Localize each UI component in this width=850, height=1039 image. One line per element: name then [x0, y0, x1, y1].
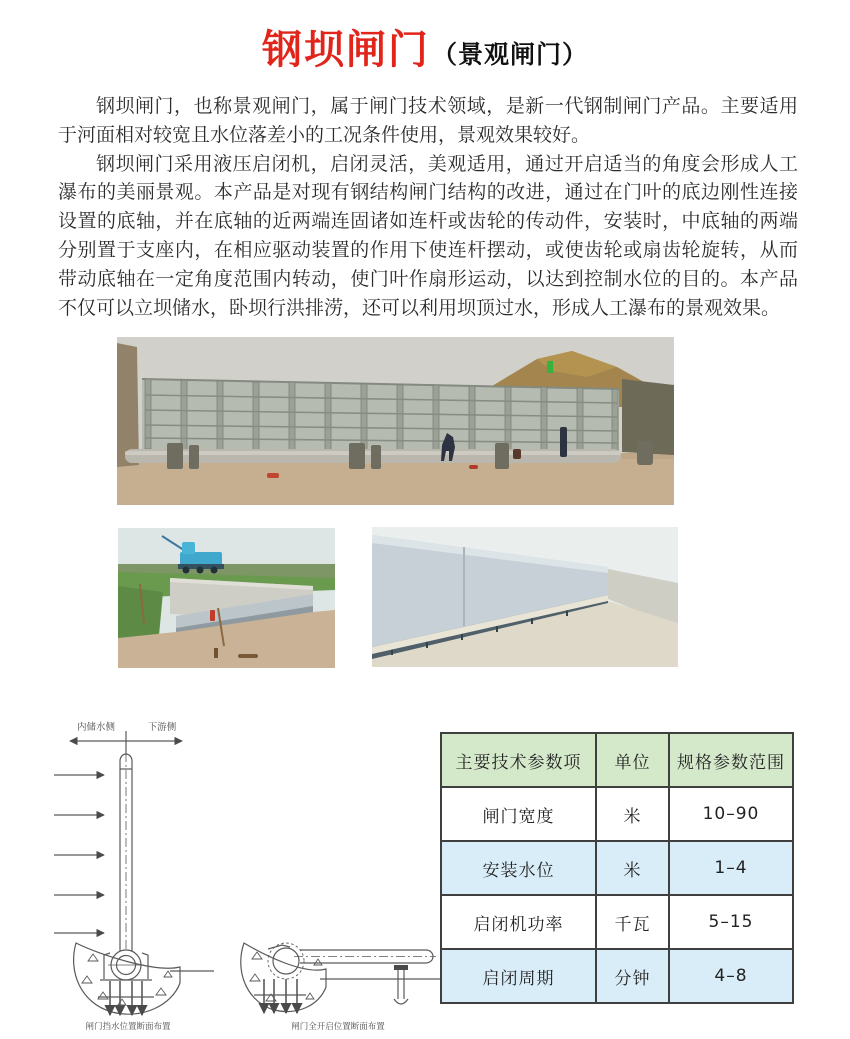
spec-cell-parameter: 安装水位 [441, 841, 596, 895]
table-row [441, 841, 793, 895]
spec-header-parameter: 主要技术参数项 [441, 733, 596, 787]
spec-cell-parameter: 启闭机功率 [441, 895, 596, 949]
gate-section-diagram [38, 703, 446, 1035]
spec-cell-range: 1–4 [669, 841, 793, 895]
table-row [441, 787, 793, 841]
diagram-caption-open: 闸门全开启位置断面布置 [291, 1022, 385, 1032]
page-title [0, 18, 850, 75]
paragraph-overview: 钢坝闸门，也称景观闸门，属于闸门技术领域，是新一代钢制闸门产品。主要适用于河面相对较宽且水位落差小的工况条件使用，景观效果较好。 [58, 95, 798, 146]
page-title-main: 钢坝闸门 [261, 27, 430, 73]
spec-cell-parameter: 闸门宽度 [441, 787, 596, 841]
photo-gate-fabrication [117, 337, 674, 505]
table-row [441, 949, 793, 1003]
table-row [441, 895, 793, 949]
spec-cell-unit: 米 [596, 841, 669, 895]
spec-cell-range: 10–90 [669, 787, 793, 841]
intro-text-block [58, 92, 798, 322]
spec-cell-range: 5–15 [669, 895, 793, 949]
spec-header-unit: 单位 [596, 733, 669, 787]
photo-gate-installation [118, 528, 335, 668]
diagram-caption-closed: 闸门挡水位置断面布置 [85, 1022, 171, 1032]
photo-gate-installed [372, 527, 678, 667]
spec-table [440, 732, 794, 1004]
spec-cell-range: 4–8 [669, 949, 793, 1003]
spec-header-range: 规格参数范围 [669, 733, 793, 787]
spec-cell-unit: 米 [596, 787, 669, 841]
paragraph-mechanism: 钢坝闸门采用液压启闭机，启闭灵活，美观适用，通过开启适当的角度会形成人工瀑布的美丽景观。本产品是对现有钢结构闸门结构的改进，通过在门叶的底边刚性连接设置的底轴，并在底轴的近两端连固诸如连杆或齿轮的传动件，安装时，中底轴的两端分别置于支座内，在相应驱动装置的作用下使连杆摆动，或使齿轮或扇齿轮旋转，从而带动底轴在一定角度范围内转动，使门叶作扇形运动，以达到控制水位的目的。本产品不仅可以立坝储水，卧坝行洪排涝，还可以利用坝顶过水，形成人工瀑布的景观效果。 [58, 152, 798, 319]
spec-cell-parameter: 启闭周期 [441, 949, 596, 1003]
diagram-label-downstream-side: 下游侧 [147, 722, 177, 733]
spec-cell-unit: 千瓦 [596, 895, 669, 949]
spec-table-header-row [441, 733, 793, 787]
spec-cell-unit: 分钟 [596, 949, 669, 1003]
page-title-subtitle: （景观闸门） [431, 40, 588, 69]
diagram-label-storage-side: 内储水侧 [76, 722, 116, 733]
